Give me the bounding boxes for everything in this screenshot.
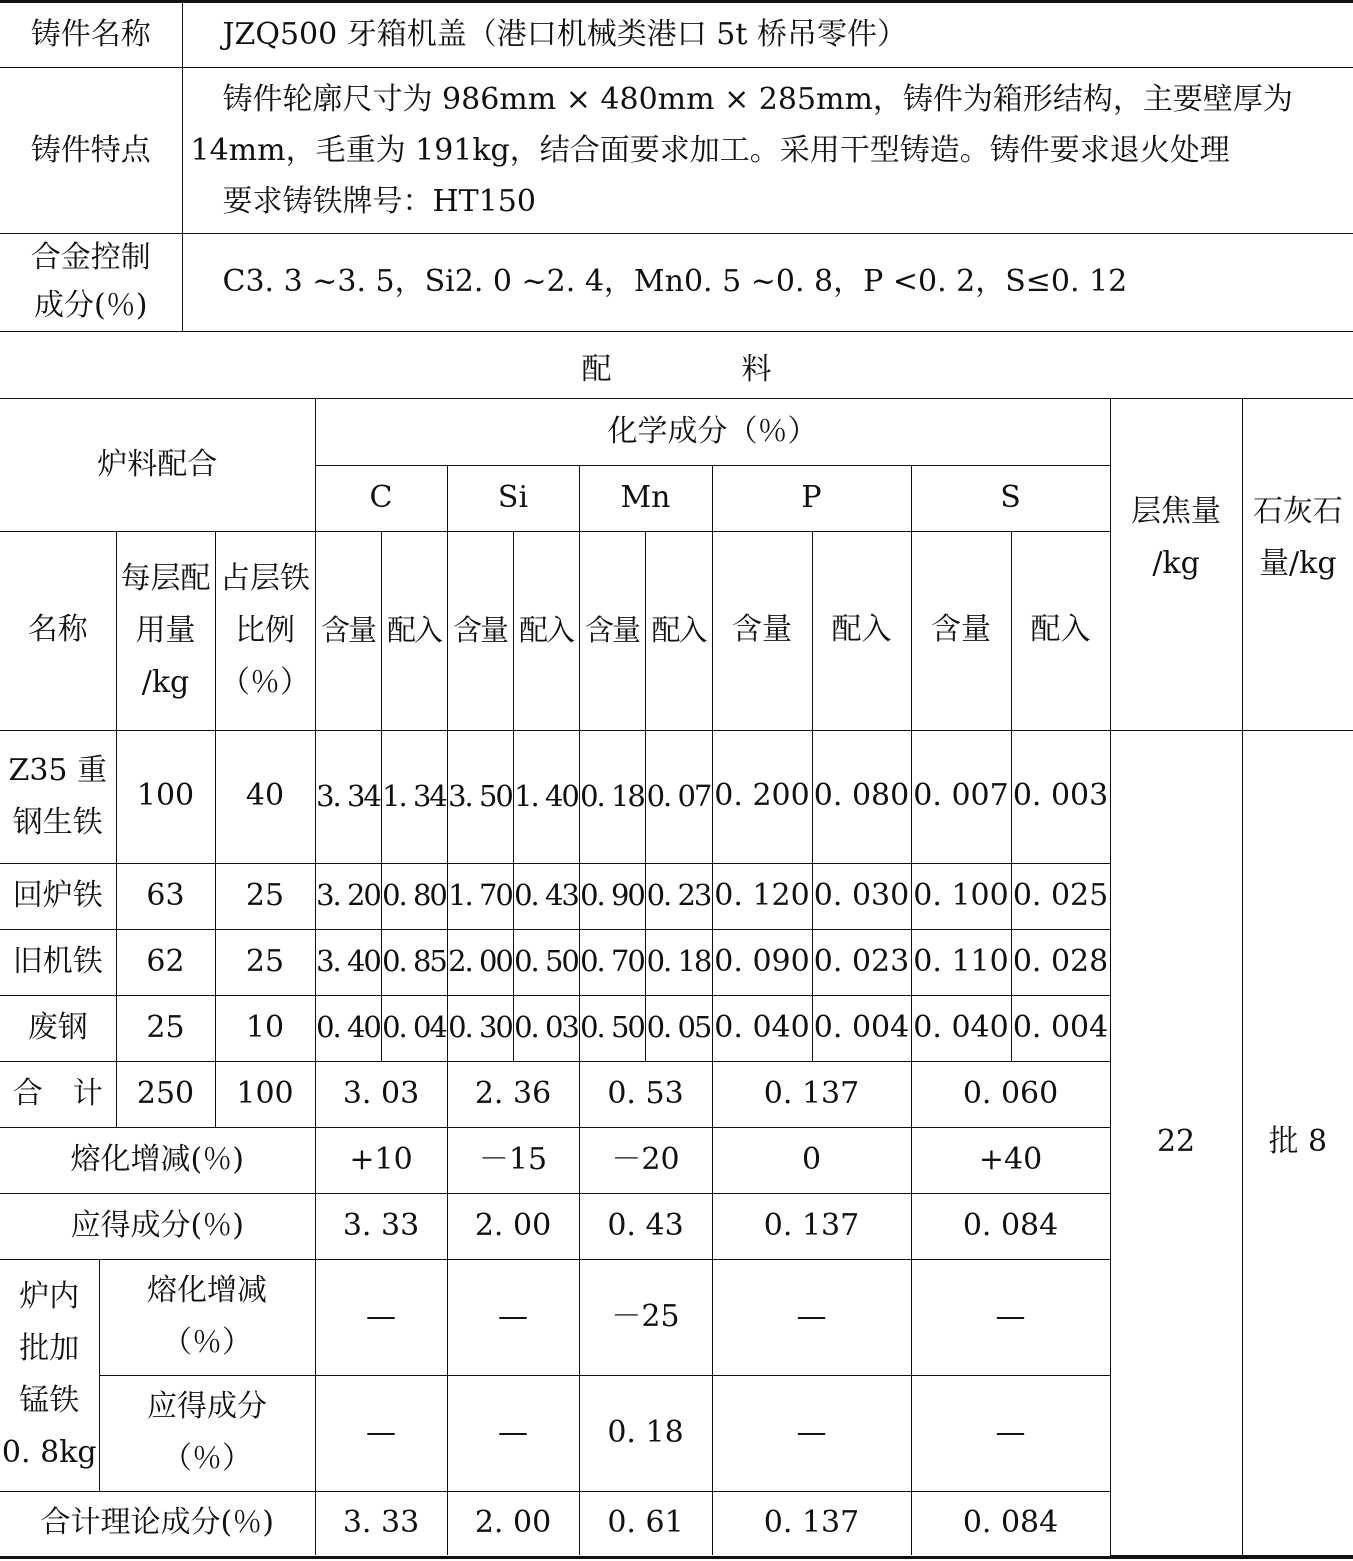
mn-content-header: 含量 xyxy=(579,531,645,730)
limestone-value: 批 8 xyxy=(1242,730,1353,1555)
furnace-add-label xyxy=(0,1259,99,1491)
amount-cell: 63 xyxy=(116,863,215,929)
furnace-expected-label-line-1: 应得成分 xyxy=(147,1389,267,1424)
furnace-expected-label xyxy=(99,1375,315,1491)
s-content-header: 含量 xyxy=(911,531,1011,730)
amount-cell: 25 xyxy=(116,995,215,1061)
si-added-header: 配入 xyxy=(513,531,579,730)
c-content-cell: 3. 40 xyxy=(315,929,381,995)
s-added-cell: 0. 003 xyxy=(1011,730,1110,863)
element-si: Si xyxy=(447,465,579,531)
p-added-cell: 0. 023 xyxy=(812,929,911,995)
ratio-cell: 40 xyxy=(215,730,315,863)
section-title xyxy=(0,333,1353,399)
melt-change-label: 熔化增减(％) xyxy=(0,1127,315,1193)
c-added-cell: 0. 04 xyxy=(381,995,447,1061)
coke-header-line-2: /kg xyxy=(1152,546,1200,582)
s-added-cell: 0. 025 xyxy=(1011,863,1110,929)
mn-content-cell: 0. 70 xyxy=(579,929,645,995)
alloy-control-row xyxy=(0,233,1353,331)
bottom-rule xyxy=(0,1556,1353,1559)
element-mn: Mn xyxy=(579,465,712,531)
alloy-control-label xyxy=(0,233,182,331)
limestone-header-line-2: 量/kg xyxy=(1259,546,1337,582)
total-si: 2. 36 xyxy=(447,1061,579,1127)
furnace-melt-label-line-1: 熔化增减 xyxy=(147,1273,267,1308)
p-content-cell: 0. 200 xyxy=(712,730,812,863)
per-layer-line-1: 每层配 xyxy=(120,560,211,596)
furnace-expected-s: — xyxy=(911,1375,1110,1491)
p-content-header: 含量 xyxy=(712,531,812,730)
furnace-add-line-3: 锰铁 xyxy=(19,1383,80,1418)
material-name-line-2: 钢生铁 xyxy=(12,804,103,840)
p-content-cell: 0. 120 xyxy=(712,863,812,929)
feature-line-2: 14mm，毛重为 191kg，结合面要求加工。采用干型铸造。铸件要求退火处理 xyxy=(190,132,1230,168)
theory-si: 2. 00 xyxy=(447,1491,579,1555)
mn-content-cell: 0. 18 xyxy=(579,730,645,863)
expected-label: 应得成分(％) xyxy=(0,1193,315,1259)
material-name: 回炉铁 xyxy=(0,863,116,929)
coke-header-line-1: 层焦量 xyxy=(1131,494,1222,530)
furnace-add-line-1: 炉内 xyxy=(19,1279,80,1314)
per-layer-line-3: /kg xyxy=(141,664,190,700)
furnace-melt-c: — xyxy=(315,1259,447,1375)
c-content-cell: 0. 40 xyxy=(315,995,381,1061)
ratio-line-2: 比例 xyxy=(235,612,295,648)
ratio-cell: 10 xyxy=(215,995,315,1061)
c-added-cell: 0. 85 xyxy=(381,929,447,995)
s-content-cell: 0. 110 xyxy=(911,929,1011,995)
material-name: 废钢 xyxy=(0,995,116,1061)
p-added-cell: 0. 004 xyxy=(812,995,911,1061)
material-name xyxy=(0,730,116,863)
element-c: C xyxy=(315,465,447,531)
mn-added-cell: 0. 07 xyxy=(645,730,712,863)
total-ratio: 100 xyxy=(215,1061,315,1127)
expected-p: 0. 137 xyxy=(712,1193,911,1259)
p-added-cell: 0. 030 xyxy=(812,863,911,929)
furnace-melt-s: — xyxy=(911,1259,1110,1375)
expected-c: 3. 33 xyxy=(315,1193,447,1259)
theory-p: 0. 137 xyxy=(712,1491,911,1555)
s-content-cell: 0. 100 xyxy=(911,863,1011,929)
c-added-cell: 0. 80 xyxy=(381,863,447,929)
total-c: 3. 03 xyxy=(315,1061,447,1127)
theory-s: 0. 084 xyxy=(911,1491,1110,1555)
si-added-cell: 0. 03 xyxy=(513,995,579,1061)
theory-mn: 0. 61 xyxy=(579,1491,712,1555)
ratio-line-3: （％） xyxy=(220,664,310,700)
total-p: 0. 137 xyxy=(712,1061,911,1127)
expected-mn: 0. 43 xyxy=(579,1193,712,1259)
si-added-cell: 1. 40 xyxy=(513,730,579,863)
furnace-expected-mn: 0. 18 xyxy=(579,1375,712,1491)
alloy-control-value: C3. 3 ~3. 5，Si2. 0 ~2. 4，Mn0. 5 ~0. 8，P <0. 2，S≤0. 12 xyxy=(182,233,1353,331)
melt-change-si: －15 xyxy=(447,1127,579,1193)
theory-c: 3. 33 xyxy=(315,1491,447,1555)
expected-s: 0. 084 xyxy=(911,1193,1110,1259)
mn-added-cell: 0. 05 xyxy=(645,995,712,1061)
mn-content-cell: 0. 90 xyxy=(579,863,645,929)
amount-cell: 100 xyxy=(116,730,215,863)
batching-table xyxy=(0,399,1353,1556)
p-added-cell: 0. 080 xyxy=(812,730,911,863)
casting-name-label: 铸件名称 xyxy=(0,3,182,67)
c-added-cell: 1. 34 xyxy=(381,730,447,863)
c-content-cell: 3. 20 xyxy=(315,863,381,929)
furnace-expected-si: — xyxy=(447,1375,579,1491)
material-name-line-1: Z35 重 xyxy=(8,752,108,788)
s-added-header: 配入 xyxy=(1011,531,1110,730)
c-content-header: 含量 xyxy=(315,531,381,730)
furnace-expected-p: — xyxy=(712,1375,911,1491)
total-amount: 250 xyxy=(116,1061,215,1127)
casting-name-value: JZQ500 牙箱机盖（港口机械类港口 5t 桥吊零件） xyxy=(182,3,1353,67)
s-added-cell: 0. 028 xyxy=(1011,929,1110,995)
melt-change-s: +40 xyxy=(911,1127,1110,1193)
s-content-cell: 0. 007 xyxy=(911,730,1011,863)
mn-content-cell: 0. 50 xyxy=(579,995,645,1061)
section-title-left: 配 xyxy=(581,351,612,387)
s-content-cell: 0. 040 xyxy=(911,995,1011,1061)
furnace-add-line-4: 0. 8kg xyxy=(1,1435,97,1470)
si-added-cell: 0. 43 xyxy=(513,863,579,929)
furnace-add-line-2: 批加 xyxy=(19,1331,80,1366)
element-p: P xyxy=(712,465,911,531)
melt-change-c: +10 xyxy=(315,1127,447,1193)
casting-feature-row xyxy=(0,67,1353,233)
per-layer-line-2: 用量 xyxy=(135,612,196,648)
melt-change-p: 0 xyxy=(712,1127,911,1193)
header-row-1 xyxy=(0,399,1353,465)
coke-header xyxy=(1110,399,1242,730)
furnace-melt-p: — xyxy=(712,1259,911,1375)
alloy-label-line-2: 成分(％) xyxy=(34,288,148,323)
casting-feature-label: 铸件特点 xyxy=(0,67,182,233)
casting-info-table xyxy=(0,3,1353,332)
feature-line-1: 铸件轮廓尺寸为 986mm × 480mm × 285mm，铸件为箱形结构，主要壁厚为 xyxy=(222,81,1293,117)
feature-line-3: 要求铸铁牌号：HT150 xyxy=(222,183,536,219)
furnace-melt-si: — xyxy=(447,1259,579,1375)
mn-added-cell: 0. 18 xyxy=(645,929,712,995)
mn-added-header: 配入 xyxy=(645,531,712,730)
si-content-cell: 2. 00 xyxy=(447,929,513,995)
furnace-melt-label-line-2: （％） xyxy=(162,1325,252,1360)
casting-feature-text xyxy=(182,67,1353,233)
p-added-header: 配入 xyxy=(812,531,911,730)
si-content-cell: 3. 50 xyxy=(447,730,513,863)
furnace-melt-label xyxy=(99,1259,315,1375)
ratio-cell: 25 xyxy=(215,863,315,929)
c-content-cell: 3. 34 xyxy=(315,730,381,863)
p-content-cell: 0. 090 xyxy=(712,929,812,995)
s-added-cell: 0. 004 xyxy=(1011,995,1110,1061)
furnace-mix-header: 炉料配合 xyxy=(0,399,315,531)
casting-name-row xyxy=(0,3,1353,67)
ratio-cell: 25 xyxy=(215,929,315,995)
theory-label: 合计理论成分(％) xyxy=(0,1491,315,1555)
si-added-cell: 0. 50 xyxy=(513,929,579,995)
si-content-header: 含量 xyxy=(447,531,513,730)
p-content-cell: 0. 040 xyxy=(712,995,812,1061)
alloy-label-line-1: 合金控制 xyxy=(30,240,151,275)
si-content-cell: 1. 70 xyxy=(447,863,513,929)
col-name-header: 名称 xyxy=(0,531,116,730)
coke-value: 22 xyxy=(1110,730,1242,1555)
element-s: S xyxy=(911,465,1110,531)
si-content-cell: 0. 30 xyxy=(447,995,513,1061)
total-s: 0. 060 xyxy=(911,1061,1110,1127)
furnace-expected-c: — xyxy=(315,1375,447,1491)
limestone-header-line-1: 石灰石 xyxy=(1252,494,1343,530)
ratio-line-1: 占层铁 xyxy=(220,560,310,596)
mn-added-cell: 0. 23 xyxy=(645,863,712,929)
col-ratio-header xyxy=(215,531,315,730)
total-mn: 0. 53 xyxy=(579,1061,712,1127)
total-label: 合 计 xyxy=(0,1061,116,1127)
chem-header: 化学成分（％） xyxy=(315,399,1110,465)
melt-change-mn: －20 xyxy=(579,1127,712,1193)
section-title-right: 料 xyxy=(741,351,772,387)
col-per-layer-header xyxy=(116,531,215,730)
furnace-expected-label-line-2: （％） xyxy=(162,1441,252,1476)
material-name: 旧机铁 xyxy=(0,929,116,995)
furnace-melt-mn: －25 xyxy=(579,1259,712,1375)
amount-cell: 62 xyxy=(116,929,215,995)
expected-si: 2. 00 xyxy=(447,1193,579,1259)
limestone-header xyxy=(1242,399,1353,730)
c-added-header: 配入 xyxy=(381,531,447,730)
table-row xyxy=(0,730,1353,863)
